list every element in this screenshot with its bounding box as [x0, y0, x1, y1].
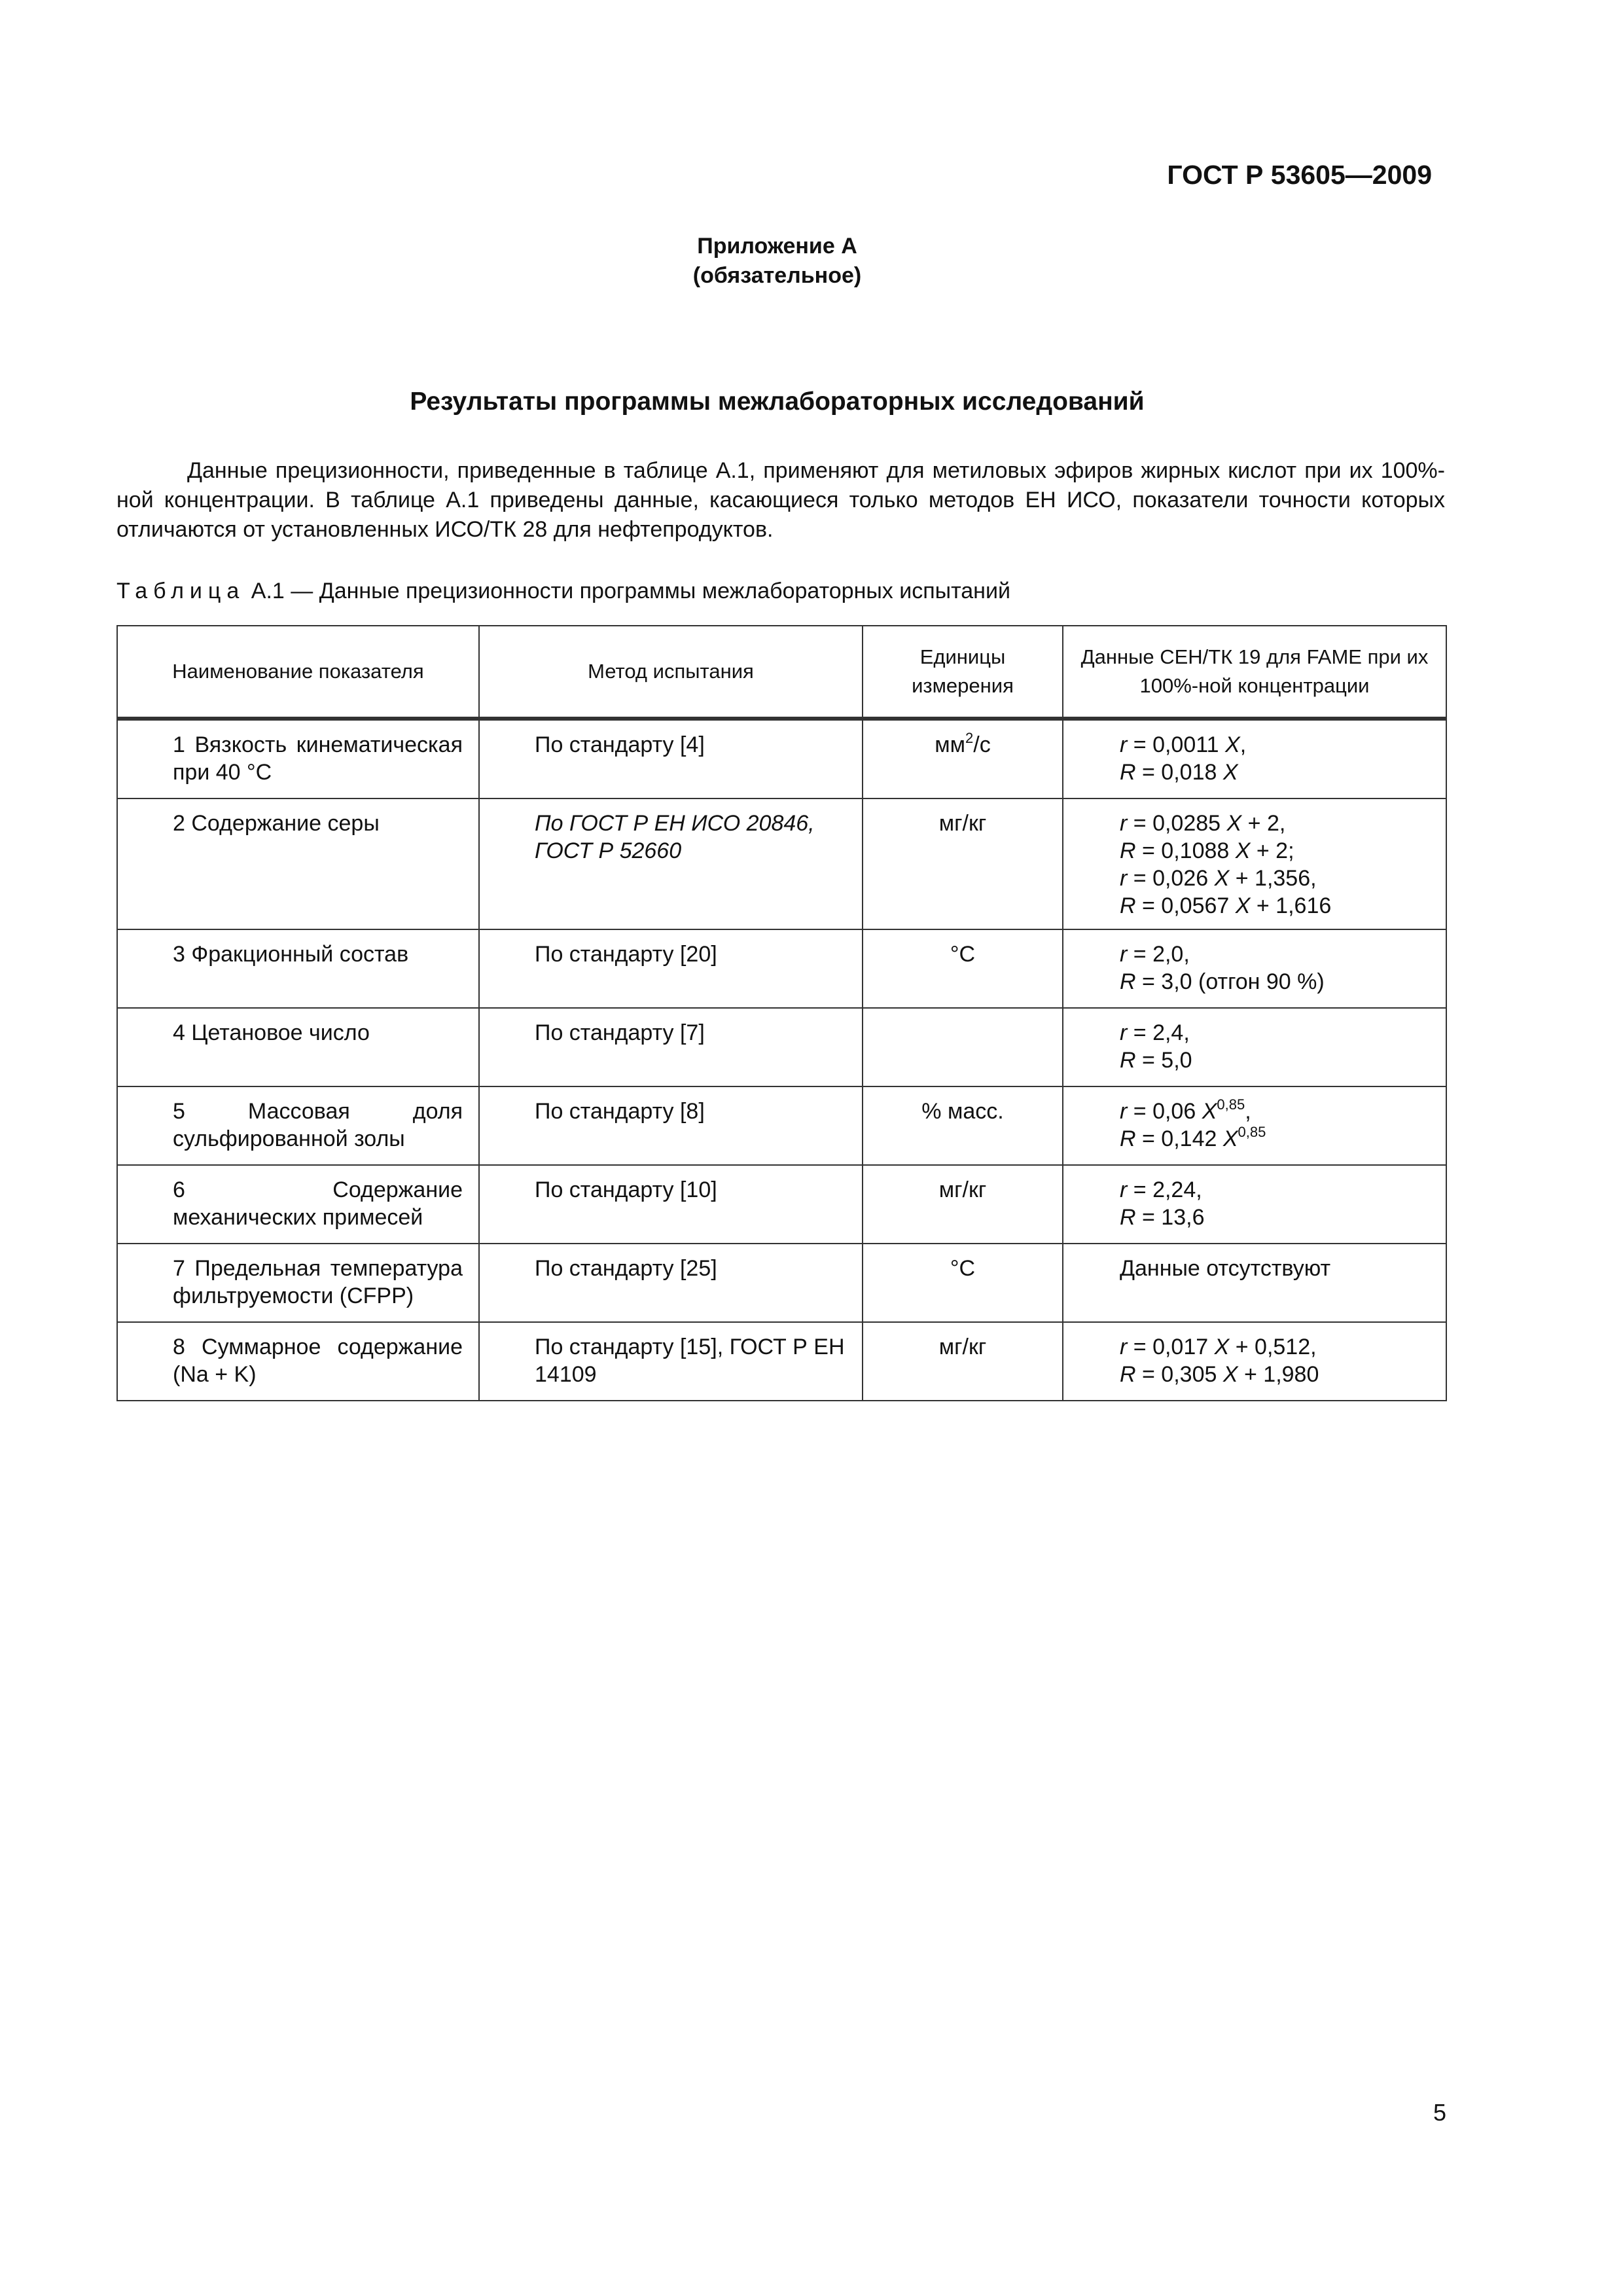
- header-data: Данные СЕН/ТК 19 для FAME при их 100%-ной концентрации: [1063, 626, 1446, 719]
- indicator-text: 7 Предельная температура фильтруемости (CFPP): [173, 1256, 463, 1308]
- data-cell: [1063, 798, 1446, 929]
- unit-cell: мг/кг: [863, 798, 1063, 929]
- data-line: r = 2,4,: [1120, 1020, 1190, 1045]
- method-text: По стандарту [4]: [535, 732, 705, 757]
- annex-status: (обязательное): [692, 263, 862, 288]
- data-line: r = 0,026 X + 1,356,: [1120, 866, 1317, 891]
- table-row: [117, 1008, 1446, 1086]
- indicator-text: 2 Содержание серы: [173, 811, 380, 836]
- data-cell: [1063, 1165, 1446, 1244]
- unit-cell: $мм^2/с$: [863, 719, 1063, 798]
- table-caption-label: Таблица: [116, 579, 245, 603]
- indicator-text: 1 Вязкость кинематическая при 40 °C: [173, 732, 463, 785]
- table-row: [117, 1322, 1446, 1401]
- unit-cell: °C: [863, 1244, 1063, 1322]
- table-caption-text: А.1 — Данные прецизионности программы межлабораторных испытаний: [251, 579, 1010, 603]
- intro-paragraph: Данные прецизионности, приведенные в таблице А.1, применяют для метиловых эфиров жирных кислот при их 100%-ной концентрации. В таблице А.1 приведены данные, касающиеся только методов ЕН ИСО, показатели точности которых отличаются от установленных ИСО/ТК 28 для нефтепродуктов.: [116, 458, 1445, 542]
- method-text: По стандарту [25]: [535, 1256, 717, 1281]
- indicator-text: 5 Массовая доля сульфированной золы: [173, 1099, 463, 1151]
- indicator-cell: [117, 929, 479, 1008]
- indicator-cell: [117, 1165, 479, 1244]
- section-title: Результаты программы межлабораторных исследований: [410, 387, 1145, 416]
- data-line: r = 0,06 X$^{0,85}$,: [1120, 1096, 1251, 1124]
- data-cell: [1063, 719, 1446, 798]
- indicator-text: 3 Фракционный состав: [173, 942, 409, 967]
- method-text: По стандарту [20]: [535, 942, 717, 967]
- document-code: ГОСТ Р 53605—2009: [1167, 160, 1432, 190]
- indicator-text: 8 Суммарное содержание (Na + K): [173, 1335, 463, 1387]
- data-cell: [1063, 929, 1446, 1008]
- data-line: R = 3,0 (отгон 90 %): [1120, 969, 1325, 994]
- method-text: По стандарту [10]: [535, 1177, 717, 1202]
- indicator-text: 4 Цетановое число: [173, 1020, 370, 1045]
- data-cell: [1063, 1086, 1446, 1165]
- annex-title: Приложение А: [697, 234, 857, 259]
- unit-cell: °C: [863, 929, 1063, 1008]
- table-header-row: [117, 626, 1446, 719]
- data-line: R = 5,0: [1120, 1048, 1192, 1073]
- table-row: [117, 1244, 1446, 1322]
- method-cell: [479, 1008, 863, 1086]
- method-cell: [479, 1165, 863, 1244]
- precision-table: [116, 625, 1447, 1401]
- table-row: [117, 929, 1446, 1008]
- data-line: R = 13,6: [1120, 1205, 1205, 1230]
- header-method: Метод испытания: [479, 626, 863, 719]
- indicator-cell: [117, 1244, 479, 1322]
- table-row: [117, 719, 1446, 798]
- data-line: r = 0,017 X + 0,512,: [1120, 1335, 1317, 1359]
- data-cell: [1063, 1322, 1446, 1401]
- unit-cell: [863, 1008, 1063, 1086]
- indicator-cell: [117, 719, 479, 798]
- indicator-cell: [117, 1086, 479, 1165]
- page-number: 5: [1433, 2099, 1446, 2126]
- method-cell: [479, 719, 863, 798]
- method-cell: [479, 1244, 863, 1322]
- indicator-cell: [117, 798, 479, 929]
- data-line: R = 0,1088 X + 2;: [1120, 838, 1294, 863]
- indicator-cell: [117, 1008, 479, 1086]
- data-line: R = 0,0567 X + 1,616: [1120, 893, 1332, 918]
- data-line: R = 0,142 X$^{0,85}$: [1120, 1124, 1266, 1151]
- unit-cell: мг/кг: [863, 1165, 1063, 1244]
- indicator-text: 6 Содержание механических примесей: [173, 1177, 463, 1230]
- method-cell: [479, 1086, 863, 1165]
- method-text: По ГОСТ Р ЕН ИСО 20846, ГОСТ Р 52660: [535, 811, 815, 863]
- table-row: [117, 1165, 1446, 1244]
- header-unit: Единицы измерения: [863, 626, 1063, 719]
- data-line: r = 0,0285 X + 2,: [1120, 811, 1286, 836]
- method-cell: [479, 1322, 863, 1401]
- data-line: R = 0,018 X: [1120, 760, 1238, 785]
- header-indicator: Наименование показателя: [117, 626, 479, 719]
- data-cell: [1063, 1244, 1446, 1322]
- unit-cell: % масс.: [863, 1086, 1063, 1165]
- unit-cell: мг/кг: [863, 1322, 1063, 1401]
- method-cell: [479, 929, 863, 1008]
- method-text: По стандарту [8]: [535, 1099, 705, 1124]
- method-text: По стандарту [15], ГОСТ Р ЕН 14109: [535, 1335, 845, 1387]
- table-row: [117, 1086, 1446, 1165]
- data-line: r = 2,24,: [1120, 1177, 1202, 1202]
- indicator-cell: [117, 1322, 479, 1401]
- table-row: [117, 798, 1446, 929]
- data-line: r = 2,0,: [1120, 942, 1190, 967]
- table-caption: [116, 579, 1010, 604]
- data-line: Данные отсутствуют: [1120, 1256, 1331, 1281]
- data-line: r = 0,0011 X,: [1120, 732, 1247, 757]
- data-line: R = 0,305 X + 1,980: [1120, 1362, 1319, 1387]
- method-cell: [479, 798, 863, 929]
- annex-heading: [0, 232, 1554, 291]
- data-cell: [1063, 1008, 1446, 1086]
- method-text: По стандарту [7]: [535, 1020, 705, 1045]
